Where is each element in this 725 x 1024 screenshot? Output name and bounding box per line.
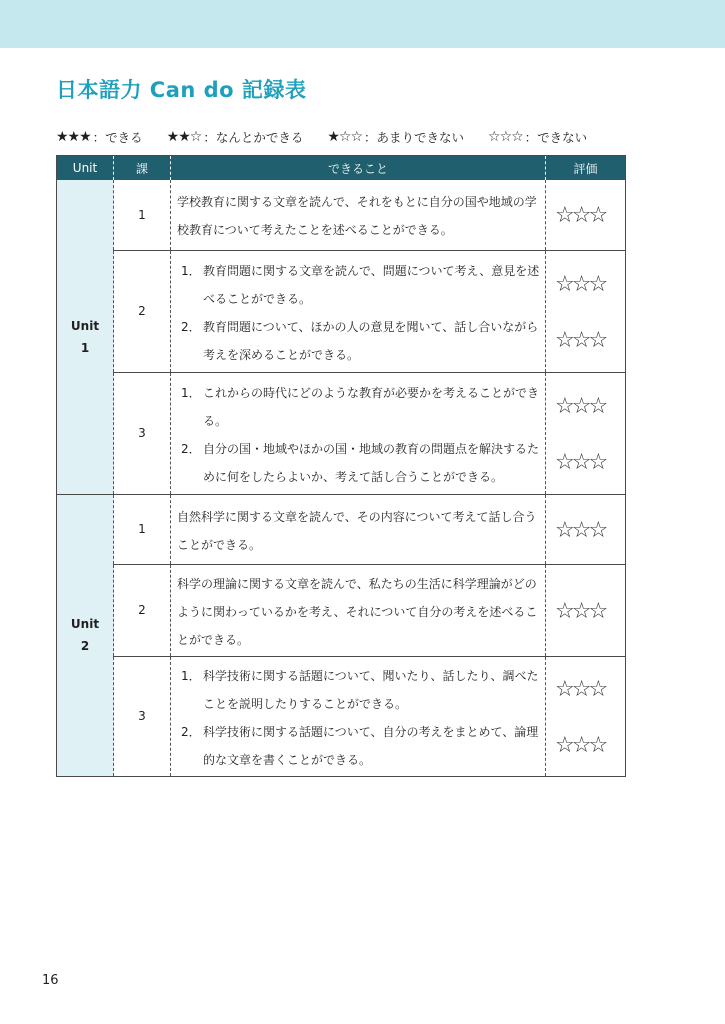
legend-label: ：できる bbox=[92, 130, 143, 145]
legend-label: ：できない bbox=[524, 130, 588, 145]
cando-item bbox=[177, 313, 541, 369]
item-text: 科学技術に関する話題について、自分の考えをまとめて、論理的な文章を書くことができる。 bbox=[203, 724, 539, 767]
rating-stars[interactable]: ☆☆☆ bbox=[555, 271, 606, 297]
table-row bbox=[57, 250, 626, 372]
cando-content bbox=[171, 494, 546, 564]
unit-2-cell bbox=[57, 494, 114, 776]
item-text: 教育問題について、ほかの人の意見を聞いて、話し合いながら考えを深めることができる。 bbox=[203, 319, 539, 362]
legend-item bbox=[488, 128, 587, 146]
item-number: 1． bbox=[181, 263, 201, 278]
rating-cell bbox=[546, 372, 626, 494]
legend-stars: ★★☆ bbox=[166, 129, 202, 145]
unit-number: 2 bbox=[80, 639, 90, 653]
header-unit: Unit bbox=[57, 156, 114, 181]
lesson-number: 2 bbox=[114, 250, 171, 372]
item-number: 1． bbox=[181, 668, 201, 683]
cando-content bbox=[171, 180, 546, 250]
cando-content bbox=[171, 564, 546, 656]
rating-stars[interactable]: ☆☆☆ bbox=[555, 732, 606, 758]
item-text: 教育問題に関する文章を読んで、問題について考え、意見を述べることができる。 bbox=[203, 263, 540, 306]
unit-label: Unit bbox=[70, 617, 100, 631]
rating-stars[interactable]: ☆☆☆ bbox=[555, 598, 606, 624]
rating-legend bbox=[56, 127, 676, 147]
legend-stars: ★☆☆ bbox=[327, 129, 362, 145]
lesson-number: 1 bbox=[114, 494, 171, 564]
legend-item bbox=[327, 128, 464, 146]
rating-cell bbox=[546, 656, 626, 776]
lesson-number: 2 bbox=[114, 564, 171, 656]
unit-label: Unit bbox=[70, 318, 100, 333]
legend-stars: ★★★ bbox=[56, 129, 91, 145]
rating-cell bbox=[546, 180, 626, 250]
table-row bbox=[57, 180, 626, 250]
rating-stars[interactable]: ☆☆☆ bbox=[555, 449, 606, 475]
table-row bbox=[57, 656, 626, 776]
item-text: これからの時代にどのような教育が必要かを考えることができる。 bbox=[203, 385, 540, 428]
cando-content bbox=[171, 656, 546, 776]
rating-cell bbox=[546, 250, 626, 372]
table-row bbox=[57, 494, 626, 564]
cando-content bbox=[171, 372, 546, 494]
header-lesson: 課 bbox=[114, 156, 171, 181]
rating-stars[interactable]: ☆☆☆ bbox=[555, 327, 606, 353]
item-number: 2． bbox=[181, 319, 201, 334]
lesson-number: 1 bbox=[114, 180, 171, 250]
page-number: 16 bbox=[42, 973, 59, 988]
rating-stars[interactable]: ☆☆☆ bbox=[555, 393, 606, 419]
cando-item bbox=[177, 257, 541, 313]
item-number: 1． bbox=[181, 385, 201, 400]
rating-stars[interactable]: ☆☆☆ bbox=[555, 203, 606, 229]
header-rating: 評価 bbox=[546, 156, 626, 181]
legend-label: ：あまりできない bbox=[364, 130, 465, 145]
item-number: 2． bbox=[181, 441, 201, 456]
lesson-number: 3 bbox=[114, 372, 171, 494]
rating-cell bbox=[546, 564, 626, 656]
cando-text: 自然科学に関する文章を読んで、その内容について考えて話し合うことができる。 bbox=[177, 509, 537, 552]
cando-text: 学校教育に関する文章を読んで、それをもとに自分の国や地域の学校教育について考えたことを述べることができる。 bbox=[177, 195, 537, 238]
legend-label: ：なんとかできる bbox=[203, 130, 304, 145]
table-header-row bbox=[57, 156, 626, 181]
item-number: 2． bbox=[181, 724, 201, 739]
table-row bbox=[57, 564, 626, 656]
lesson-number: 3 bbox=[114, 656, 171, 776]
legend-item bbox=[56, 128, 143, 146]
cando-item bbox=[177, 435, 541, 491]
rating-cell bbox=[546, 494, 626, 564]
legend-item bbox=[167, 128, 304, 146]
item-text: 科学技術に関する話題について、聞いたり、話したり、調べたことを説明したりすることができる。 bbox=[203, 668, 539, 711]
rating-stars[interactable]: ☆☆☆ bbox=[555, 676, 606, 702]
top-band bbox=[0, 0, 725, 48]
cando-item bbox=[177, 379, 541, 435]
cando-content bbox=[171, 250, 546, 372]
legend-stars: ☆☆☆ bbox=[488, 129, 523, 145]
header-cando: できること bbox=[171, 156, 546, 181]
unit-1-cell bbox=[57, 180, 114, 494]
cando-item bbox=[177, 718, 541, 774]
table-row bbox=[57, 372, 626, 494]
page-title: 日本語力 Can do 記録表 bbox=[56, 78, 307, 102]
cando-item bbox=[177, 662, 541, 718]
rating-stars[interactable]: ☆☆☆ bbox=[555, 517, 606, 543]
cando-table bbox=[56, 155, 626, 777]
item-text: 自分の国・地域やほかの国・地域の教育の問題点を解決するために何をしたらよいか、考えて話し合うことができる。 bbox=[203, 441, 540, 484]
cando-text: 科学の理論に関する文章を読んで、私たちの生活に科学理論がどのように関わっているかを考え、それについて自分の考えを述べることができる。 bbox=[177, 576, 538, 647]
unit-number: 1 bbox=[80, 340, 90, 355]
